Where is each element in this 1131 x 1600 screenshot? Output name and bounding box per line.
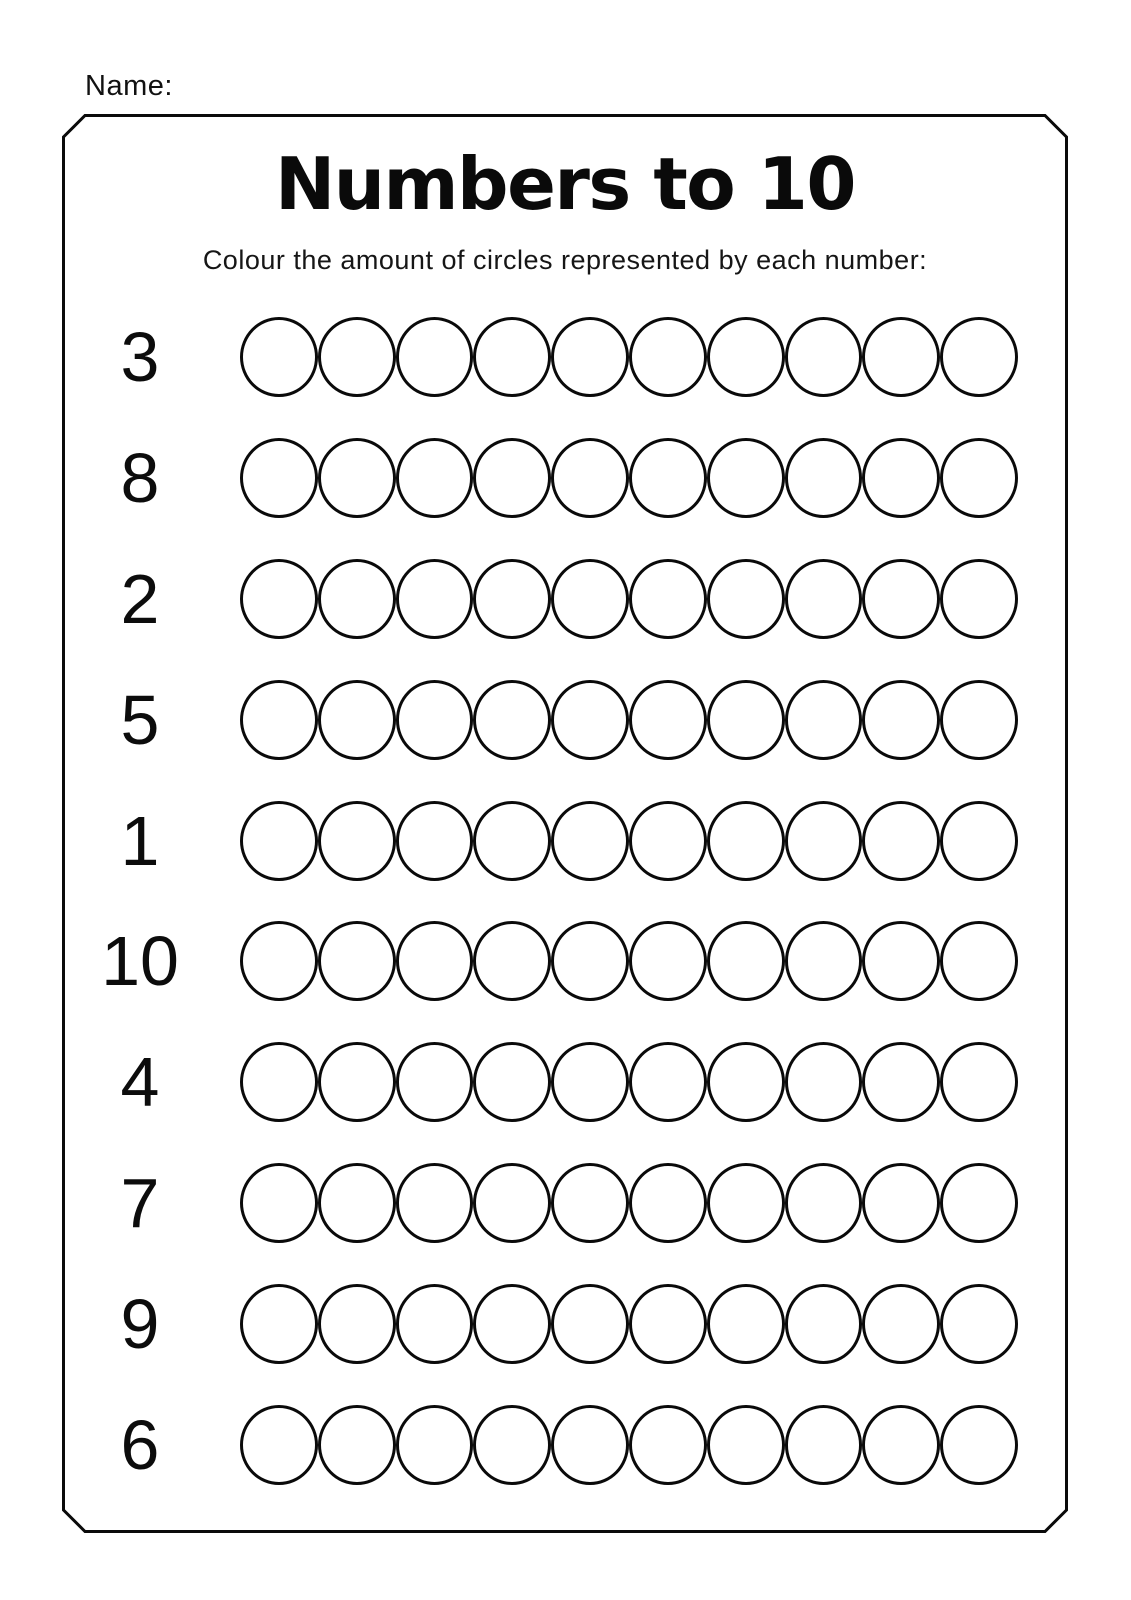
colorable-circle[interactable] — [240, 1163, 318, 1243]
row-number: 6 — [120, 1405, 160, 1484]
colorable-circle[interactable] — [240, 317, 318, 397]
colorable-circle[interactable] — [318, 1284, 396, 1364]
circles-row — [240, 921, 1018, 1001]
colorable-circle[interactable] — [551, 438, 629, 518]
colorable-circle[interactable] — [707, 438, 785, 518]
colorable-circle[interactable] — [785, 1042, 863, 1122]
colorable-circle[interactable] — [629, 921, 707, 1001]
worksheet-row — [62, 780, 1068, 901]
row-number: 1 — [120, 801, 160, 880]
colorable-circle[interactable] — [551, 317, 629, 397]
colorable-circle[interactable] — [240, 801, 318, 881]
colorable-circle[interactable] — [707, 921, 785, 1001]
colorable-circle[interactable] — [551, 921, 629, 1001]
worksheet-row — [62, 297, 1068, 418]
colorable-circle[interactable] — [396, 1163, 474, 1243]
colorable-circle[interactable] — [940, 921, 1018, 1001]
colorable-circle[interactable] — [785, 1163, 863, 1243]
colorable-circle[interactable] — [629, 438, 707, 518]
colorable-circle[interactable] — [940, 1042, 1018, 1122]
colorable-circle[interactable] — [862, 1405, 940, 1485]
circles-row — [240, 1163, 1018, 1243]
colorable-circle[interactable] — [707, 559, 785, 639]
circles-row — [240, 438, 1018, 518]
colorable-circle[interactable] — [707, 317, 785, 397]
colorable-circle[interactable] — [707, 1042, 785, 1122]
row-number: 4 — [120, 1043, 160, 1122]
worksheet-row — [62, 1384, 1068, 1505]
colorable-circle[interactable] — [940, 559, 1018, 639]
colorable-circle[interactable] — [240, 559, 318, 639]
colorable-circle[interactable] — [396, 1405, 474, 1485]
colorable-circle[interactable] — [551, 559, 629, 639]
colorable-circle[interactable] — [940, 801, 1018, 881]
colorable-circle[interactable] — [551, 1284, 629, 1364]
colorable-circle[interactable] — [940, 1284, 1018, 1364]
colorable-circle[interactable] — [473, 317, 551, 397]
colorable-circle[interactable] — [318, 1163, 396, 1243]
colorable-circle[interactable] — [862, 438, 940, 518]
colorable-circle[interactable] — [551, 801, 629, 881]
colorable-circle[interactable] — [551, 1042, 629, 1122]
circles-row — [240, 1042, 1018, 1122]
colorable-circle[interactable] — [473, 559, 551, 639]
colorable-circle[interactable] — [473, 1042, 551, 1122]
colorable-circle[interactable] — [862, 921, 940, 1001]
colorable-circle[interactable] — [396, 559, 474, 639]
colorable-circle[interactable] — [785, 559, 863, 639]
colorable-circle[interactable] — [940, 680, 1018, 760]
colorable-circle[interactable] — [396, 801, 474, 881]
colorable-circle[interactable] — [785, 438, 863, 518]
colorable-circle[interactable] — [396, 1284, 474, 1364]
colorable-circle[interactable] — [629, 1163, 707, 1243]
colorable-circle[interactable] — [862, 680, 940, 760]
worksheet-row — [62, 1143, 1068, 1264]
colorable-circle[interactable] — [785, 680, 863, 760]
colorable-circle[interactable] — [240, 1405, 318, 1485]
colorable-circle[interactable] — [629, 559, 707, 639]
colorable-circle[interactable] — [240, 438, 318, 518]
colorable-circle[interactable] — [862, 1163, 940, 1243]
colorable-circle[interactable] — [318, 438, 396, 518]
colorable-circle[interactable] — [940, 1163, 1018, 1243]
colorable-circle[interactable] — [473, 1405, 551, 1485]
colorable-circle[interactable] — [396, 438, 474, 518]
worksheet-row — [62, 539, 1068, 660]
worksheet-row — [62, 901, 1068, 1022]
colorable-circle[interactable] — [473, 801, 551, 881]
colorable-circle[interactable] — [473, 921, 551, 1001]
name-label: Name: — [85, 70, 173, 102]
instructions-text: Colour the amount of circles represented by each number: — [202, 245, 928, 275]
colorable-circle[interactable] — [318, 801, 396, 881]
colorable-circle[interactable] — [551, 680, 629, 760]
colorable-circle[interactable] — [785, 317, 863, 397]
row-number: 2 — [120, 559, 160, 638]
colorable-circle[interactable] — [862, 559, 940, 639]
worksheet-row — [62, 1263, 1068, 1384]
colorable-circle[interactable] — [629, 801, 707, 881]
rows-container — [62, 297, 1068, 1505]
page-title: Numbers to 10 — [275, 142, 855, 226]
colorable-circle[interactable] — [396, 317, 474, 397]
colorable-circle[interactable] — [240, 1284, 318, 1364]
colorable-circle[interactable] — [396, 680, 474, 760]
colorable-circle[interactable] — [785, 921, 863, 1001]
circles-row — [240, 317, 1018, 397]
colorable-circle[interactable] — [940, 1405, 1018, 1485]
colorable-circle[interactable] — [629, 1042, 707, 1122]
colorable-circle[interactable] — [240, 680, 318, 760]
colorable-circle[interactable] — [862, 317, 940, 397]
colorable-circle[interactable] — [629, 1405, 707, 1485]
colorable-circle[interactable] — [318, 1042, 396, 1122]
colorable-circle[interactable] — [707, 1284, 785, 1364]
row-number: 8 — [120, 439, 160, 518]
colorable-circle[interactable] — [785, 801, 863, 881]
colorable-circle[interactable] — [862, 801, 940, 881]
colorable-circle[interactable] — [318, 559, 396, 639]
colorable-circle[interactable] — [396, 1042, 474, 1122]
colorable-circle[interactable] — [318, 317, 396, 397]
circles-row — [240, 1405, 1018, 1485]
circles-row — [240, 1284, 1018, 1364]
colorable-circle[interactable] — [629, 1284, 707, 1364]
colorable-circle[interactable] — [629, 317, 707, 397]
colorable-circle[interactable] — [318, 1405, 396, 1485]
colorable-circle[interactable] — [318, 680, 396, 760]
colorable-circle[interactable] — [629, 680, 707, 760]
colorable-circle[interactable] — [318, 921, 396, 1001]
circles-row — [240, 801, 1018, 881]
colorable-circle[interactable] — [940, 438, 1018, 518]
circles-row — [240, 680, 1018, 760]
row-number: 10 — [101, 922, 179, 1001]
colorable-circle[interactable] — [473, 1163, 551, 1243]
row-number: 7 — [120, 1163, 160, 1242]
row-number: 5 — [120, 680, 160, 759]
colorable-circle[interactable] — [240, 1042, 318, 1122]
worksheet-row — [62, 418, 1068, 539]
colorable-circle[interactable] — [785, 1405, 863, 1485]
colorable-circle[interactable] — [396, 921, 474, 1001]
colorable-circle[interactable] — [785, 1284, 863, 1364]
colorable-circle[interactable] — [707, 680, 785, 760]
worksheet-sheet — [62, 114, 1068, 1533]
colorable-circle[interactable] — [707, 1163, 785, 1243]
colorable-circle[interactable] — [707, 1405, 785, 1485]
colorable-circle[interactable] — [473, 1284, 551, 1364]
row-number: 3 — [120, 318, 160, 397]
colorable-circle[interactable] — [551, 1163, 629, 1243]
colorable-circle[interactable] — [473, 438, 551, 518]
colorable-circle[interactable] — [473, 680, 551, 760]
worksheet-row — [62, 659, 1068, 780]
worksheet-row — [62, 1022, 1068, 1143]
colorable-circle[interactable] — [240, 921, 318, 1001]
colorable-circle[interactable] — [707, 801, 785, 881]
colorable-circle[interactable] — [551, 1405, 629, 1485]
colorable-circle[interactable] — [862, 1042, 940, 1122]
row-number: 9 — [120, 1284, 160, 1363]
colorable-circle[interactable] — [862, 1284, 940, 1364]
colorable-circle[interactable] — [940, 317, 1018, 397]
circles-row — [240, 559, 1018, 639]
